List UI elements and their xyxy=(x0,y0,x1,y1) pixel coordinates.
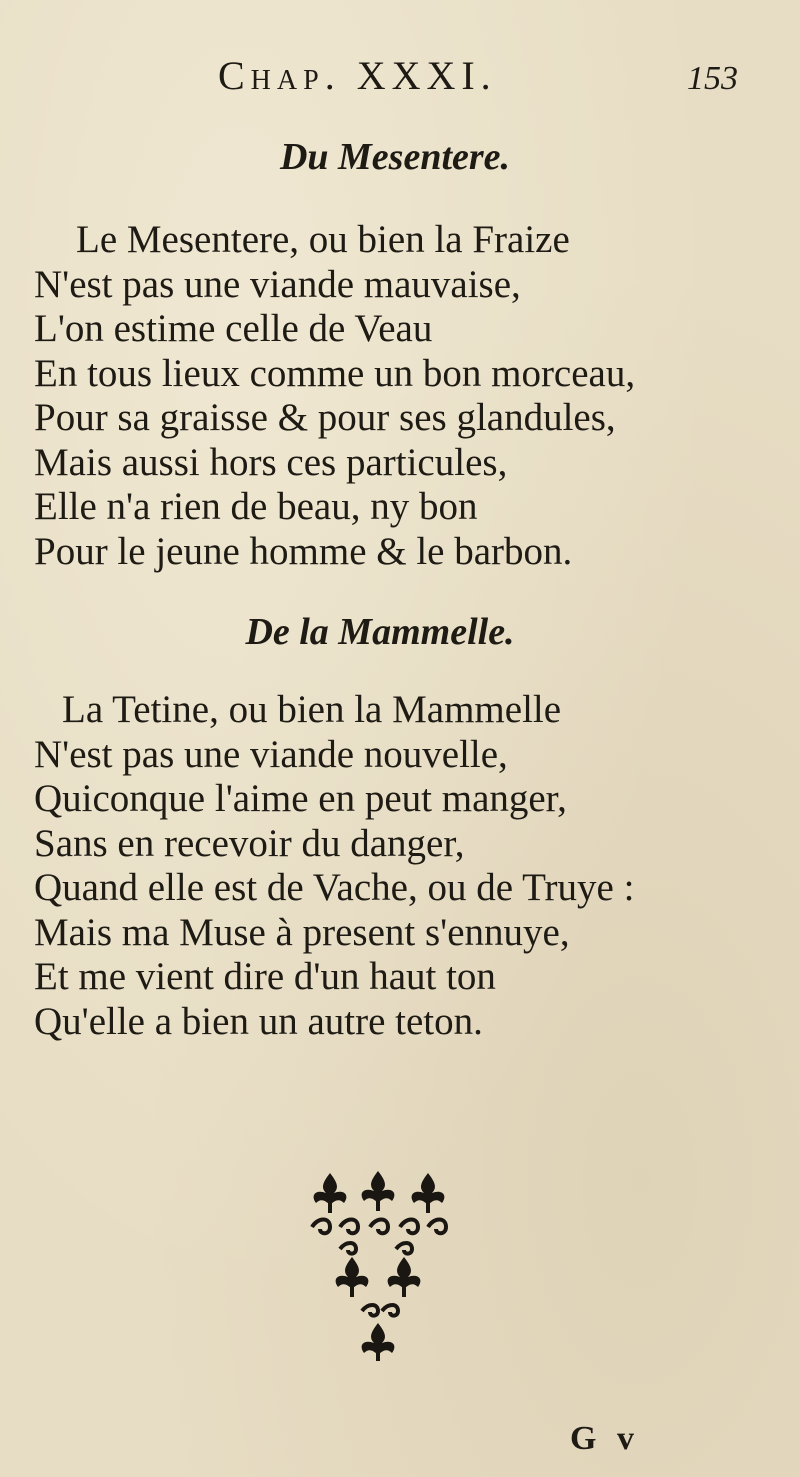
verse-line: Mais aussi hors ces particules, xyxy=(34,440,508,484)
verse-line: Et me vient dire d'un haut ton xyxy=(34,955,496,998)
stanza xyxy=(34,218,734,574)
fleuron-ornament-icon xyxy=(300,1165,460,1365)
verse-line: En tous lieux comme un bon morceau, xyxy=(34,351,636,395)
verse-line: Pour le jeune homme & le barbon. xyxy=(34,529,573,573)
verse-line: Quiconque l'aime en peut manger, xyxy=(34,777,567,820)
verse-line: Mais ma Muse à present s'ennuye, xyxy=(34,910,570,954)
stanza xyxy=(34,688,734,1044)
page-number: 153 xyxy=(687,60,738,97)
section-title: Du Mesentere. xyxy=(279,136,511,178)
verse-line: N'est pas une viande mauvaise, xyxy=(34,262,521,306)
verse-line: Le Mesentere, ou bien la Fraize xyxy=(76,218,570,261)
verse-line: L'on estime celle de Veau xyxy=(34,307,433,350)
page-header xyxy=(0,52,800,102)
running-head: Chap. XXXI. xyxy=(218,53,497,98)
verse-line: Quand elle est de Vache, ou de Truye : xyxy=(34,866,635,909)
verse-line: Qu'elle a bien un autre teton. xyxy=(34,999,483,1043)
verse-line: Elle n'a rien de beau, ny bon xyxy=(34,485,478,528)
signature-mark: G v xyxy=(570,1420,640,1457)
section-title: De la Mammelle. xyxy=(245,611,515,653)
verse-line: Pour sa graisse & pour ses glandules, xyxy=(34,396,616,439)
verse-line: N'est pas une viande nouvelle, xyxy=(34,732,508,776)
verse-line: La Tetine, ou bien la Mammelle xyxy=(62,688,562,731)
verse-line: Sans en recevoir du danger, xyxy=(34,821,465,865)
